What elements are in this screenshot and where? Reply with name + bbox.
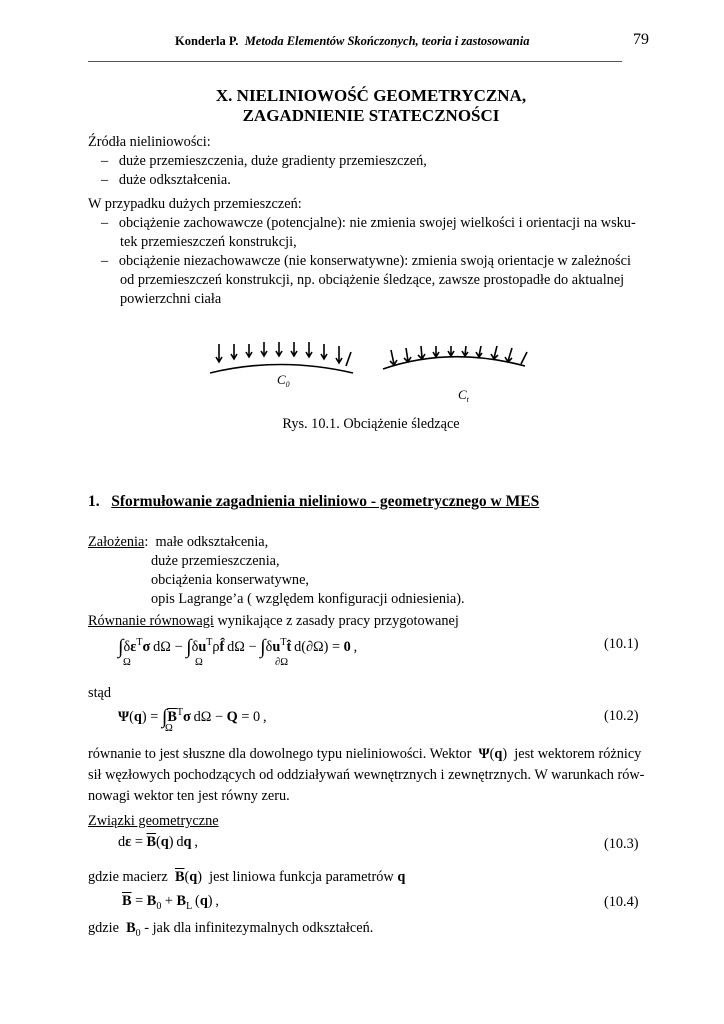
load-arrow — [390, 350, 397, 365]
load-arrow — [462, 346, 468, 356]
load-arrow — [291, 342, 297, 356]
equilibrium-intro: Równanie równowagi wynikające z zasady pracy przygotowanej — [88, 613, 459, 629]
assumptions-label: Założenia — [88, 534, 145, 550]
load-arrow — [246, 344, 252, 357]
load-arrow — [491, 346, 498, 359]
paragraph-line: równanie to jest słuszne dla dowolnego typu nieliniowości. Wektor Ψ(q) jest wektorem różnicy — [88, 746, 642, 762]
equation-number: (10.2) — [604, 708, 639, 724]
load-arrow — [448, 346, 454, 356]
load-arrow — [321, 344, 327, 359]
equilibrium-label: Równanie równowagi — [88, 613, 214, 629]
load-arrow — [261, 342, 267, 356]
label-initial-config: $C_0$ — [277, 372, 290, 389]
load-arrow — [505, 348, 512, 362]
section-heading — [88, 493, 539, 511]
integral-limit: Ω — [195, 657, 203, 668]
large-disp-item-cont: tek przemieszczeń konstrukcji, — [120, 234, 297, 250]
large-disp-item: – obciążenie zachowawcze (potencjalne): nie zmienia swojej wielkości i orientacji na wsku- — [101, 215, 636, 231]
where-line: gdzie $B_0$ - jak dla infinitezymalnych odkształceń. — [88, 920, 374, 939]
assumption-item: duże przemieszczenia, — [151, 553, 280, 569]
large-disp-item: – obciążenie niezachowawcze (nie konserwatywne): zmienia swoją orientacje w zależności — [101, 253, 631, 269]
header-author: Konderla P. — [175, 34, 239, 48]
chapter-title — [88, 86, 654, 126]
load-arrow — [476, 346, 482, 357]
load-arrow — [336, 346, 342, 363]
sources-item: – duże przemieszczenia, duże gradienty przemieszczeń, — [101, 153, 427, 169]
load-arrows-vertical — [216, 342, 351, 366]
equation-10-4: $\overline{B} = B_0 + B_L$ (q) , — [122, 893, 219, 912]
assumption-item: opis Lagrange’a ( względem konfiguracji odniesienia). — [151, 591, 465, 607]
paragraph-line: sił węzłowych pochodzących od oddziaływań wewnętrznych i zewnętrznych. W warunkach rów- — [88, 767, 645, 783]
equation-10-1: $\int\delta\varepsilon^T\sigma$ $d\Omega - \int\delta u^T\rho f̂$ $d\Omega - \int\delta u^Tt̂$ d(∂Ω) = 0 , — [118, 636, 358, 658]
load-arrow — [276, 342, 282, 356]
sources-heading: Źródła nieliniowości: — [88, 134, 211, 150]
large-disp-heading: W przypadku dużych przemieszczeń: — [88, 196, 302, 212]
chapter-title-line1: X. NIELINIOWOŚĆ GEOMETRYCZNA, — [215, 86, 527, 105]
load-arrow — [521, 352, 527, 364]
page-number: 79 — [633, 31, 649, 48]
large-disp-item-cont: powierzchni ciała — [120, 291, 222, 307]
integral-limit: Ω — [123, 657, 131, 668]
equation-number: (10.4) — [604, 894, 639, 910]
section-number: 1. — [88, 493, 100, 510]
header-book-title: Metoda Elementów Skończonych, teoria i zastosowania — [244, 34, 530, 48]
equation-number: (10.3) — [604, 836, 639, 852]
load-arrow — [433, 346, 439, 357]
load-arrow — [216, 344, 222, 362]
text-stad: stąd — [88, 685, 112, 701]
load-arrow — [404, 348, 411, 362]
integral-limit: ∂Ω — [275, 657, 288, 668]
header-rule — [88, 61, 622, 62]
equation-10-2: $\Psi(q) = \int\overline{B}^T\sigma$ dΩ − Q = 0 , — [118, 706, 267, 728]
assumptions-first-line: Założenia: małe odkształcenia, — [88, 534, 269, 550]
chapter-title-line2: ZAGADNIENIE STATECZNOŚCI — [242, 106, 500, 125]
where-line: gdzie macierz $\overline{B}(q)$ jest liniowa funkcja parametrów q — [88, 869, 406, 885]
sources-item: – duże odkształcenia. — [101, 172, 231, 188]
undeformed-body — [210, 342, 353, 373]
follower-load-figure — [205, 336, 535, 408]
label-current-config: $C_t$ — [458, 387, 469, 404]
deformed-body — [383, 346, 527, 369]
equation-number: (10.1) — [604, 636, 639, 652]
load-arrow — [306, 342, 312, 357]
section-title: Sformułowanie zagadnienia nieliniowo - geometrycznego w MES — [111, 493, 540, 510]
paragraph-line: nowagi wektor ten jest równy zeru. — [88, 788, 290, 804]
running-header — [175, 34, 529, 49]
load-arrow — [346, 352, 351, 366]
integral-limit: Ω — [165, 723, 173, 734]
figure-caption: Rys. 10.1. Obciążenie śledzące — [282, 416, 460, 432]
load-arrow — [231, 344, 237, 359]
equation-10-3: $d\varepsilon = \overline{B}(q)$ dq , — [118, 834, 198, 850]
load-arrow — [418, 346, 425, 359]
large-disp-item-cont: od przemieszczeń konstrukcji, np. obciążenie śledzące, zawsze prostopadłe do aktualnej — [120, 272, 625, 288]
assumption-item: obciążenia konserwatywne, — [151, 572, 309, 588]
geom-relations-label: Związki geometryczne — [88, 813, 219, 829]
